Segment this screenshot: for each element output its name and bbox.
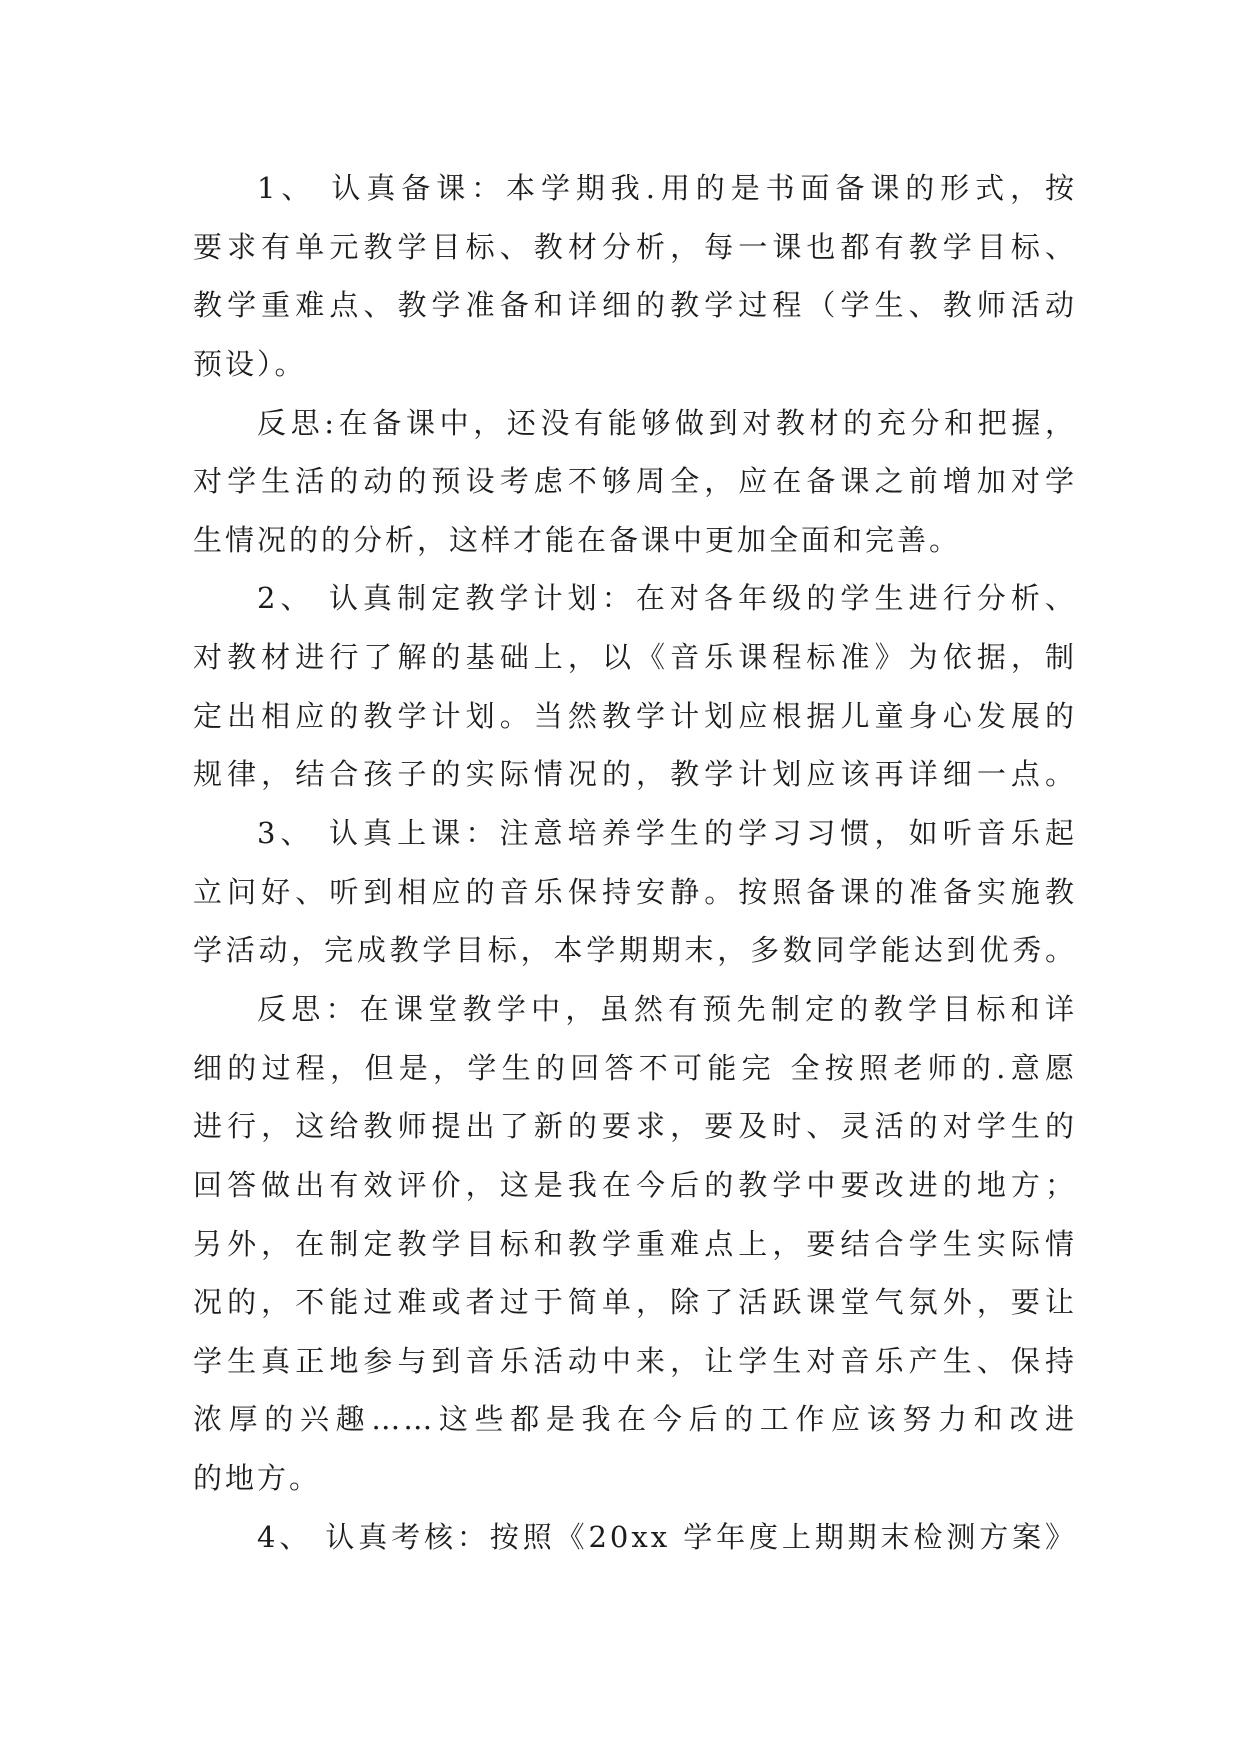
reflection-class-teaching bbox=[193, 980, 1077, 1508]
text-line: 浓厚的兴趣……这些都是我在今后的工作应该努力和改进 bbox=[193, 1402, 1077, 1437]
text-line: 对教材进行了解的基础上，以《音乐课程标准》为依据，制 bbox=[193, 640, 1077, 675]
text-line: 学生真正地参与到音乐活动中来，让学生对音乐产生、保持 bbox=[193, 1343, 1077, 1378]
section-2-teaching-plan bbox=[193, 569, 1077, 804]
text-line: 况的，不能过难或者过于简单，除了活跃课堂气氛外，要让 bbox=[193, 1285, 1077, 1320]
section-1-lesson-preparation bbox=[193, 159, 1077, 394]
reflection-lesson-preparation bbox=[193, 394, 1077, 570]
section-3-class-teaching bbox=[193, 804, 1077, 980]
text-line: 生情况的的分析，这样才能在备课中更加全面和完善。 bbox=[193, 522, 962, 557]
text-line: 2、 认真制定教学计划：在对各年级的学生进行分析、 bbox=[257, 581, 1077, 616]
body-text bbox=[193, 159, 1077, 1566]
text-line: 规律，结合孩子的实际情况的，教学计划应该再详细一点。 bbox=[193, 757, 1077, 792]
text-line: 学活动，完成教学目标，本学期期末，多数同学能达到优秀。 bbox=[193, 933, 1077, 968]
text-line: 1、 认真备课：本学期我.用的是书面备课的形式，按 bbox=[257, 171, 1077, 205]
text-line: 反思:在备课中，还没有能够做到对教材的充分和把握， bbox=[257, 405, 1077, 440]
text-line: 教学重难点、教学准备和详细的教学过程（学生、教师活动 bbox=[193, 288, 1077, 323]
text-line: 进行，这给教师提出了新的要求，要及时、灵活的对学生的 bbox=[193, 1109, 1077, 1144]
text-line: 要求有单元教学目标、教材分析，每一课也都有教学目标、 bbox=[193, 229, 1077, 264]
text-line: 3、 认真上课：注意培养学生的学习习惯，如听音乐起 bbox=[257, 816, 1077, 851]
text-line: 细的过程，但是，学生的回答不可能完 全按照老师的.意愿 bbox=[193, 1050, 1077, 1085]
section-4-assessment bbox=[193, 1508, 1077, 1567]
text-line: 预设）。 bbox=[193, 346, 307, 381]
text-line: 回答做出有效评价，这是我在今后的教学中要改进的地方； bbox=[193, 1167, 1077, 1202]
text-line: 的地方。 bbox=[193, 1461, 322, 1496]
text-line: 4、 认真考核：按照《20xx 学年度上期期末检测方案》 bbox=[257, 1519, 1077, 1554]
text-line: 立问好、听到相应的音乐保持安静。按照备课的准备实施教 bbox=[193, 874, 1077, 909]
text-line: 另外，在制定教学目标和教学重难点上，要结合学生实际情 bbox=[193, 1226, 1077, 1261]
text-line: 对学生活的动的预设考虑不够周全，应在备课之前增加对学 bbox=[193, 464, 1077, 499]
text-line: 反思：在课堂教学中，虽然有预先制定的教学目标和详 bbox=[257, 991, 1077, 1026]
text-line: 定出相应的教学计划。当然教学计划应根据儿童身心发展的 bbox=[193, 698, 1077, 733]
